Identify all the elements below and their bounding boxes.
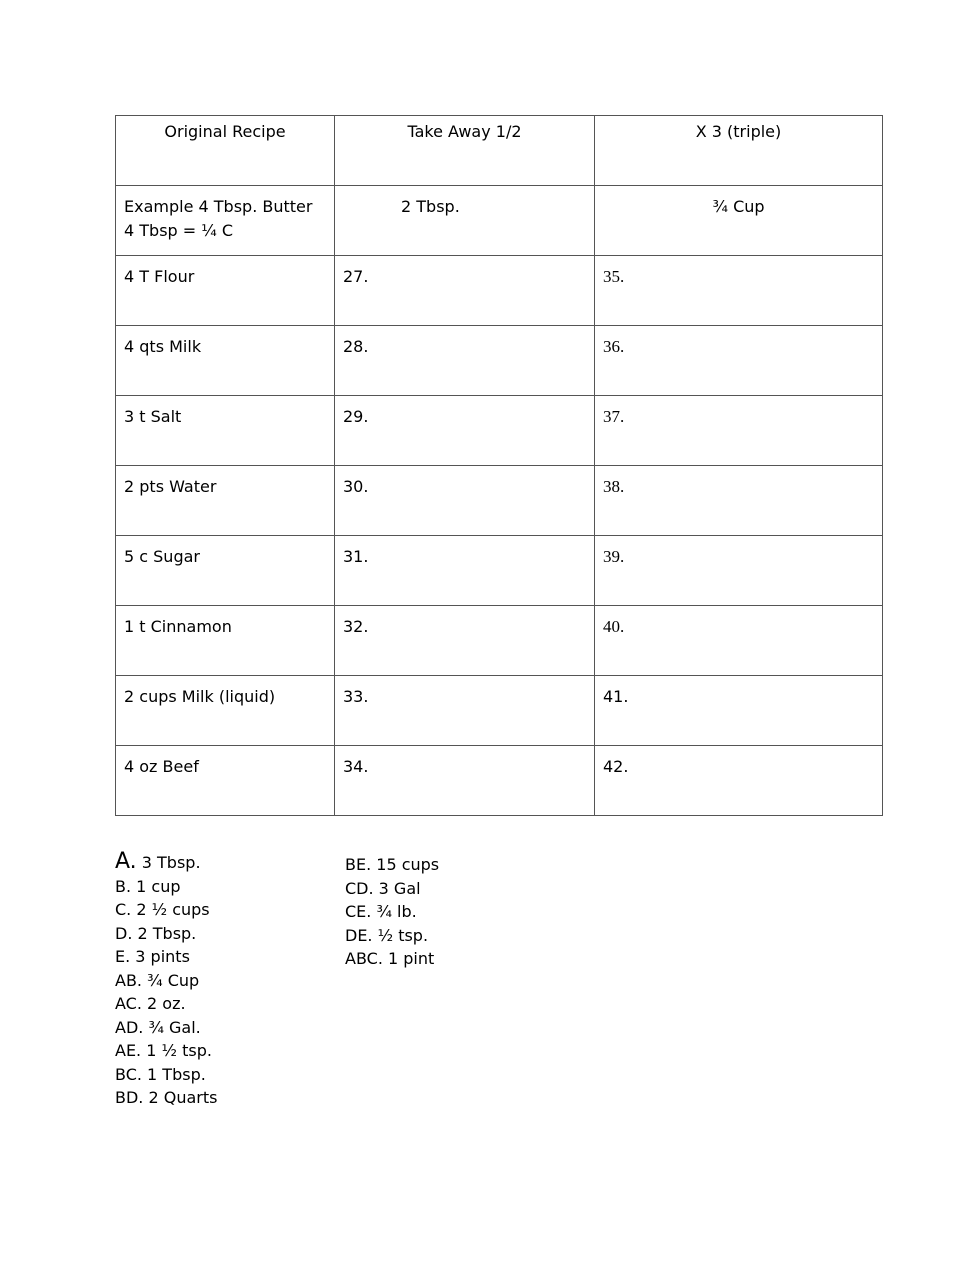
answer-bank-right [345,853,439,971]
example-half: 2 Tbsp. [335,186,595,256]
row-triple-answer: 35. [595,256,883,326]
recipe-conversion-table [115,115,883,816]
row-triple-answer: 41. [595,676,883,746]
example-original-line2: 4 Tbsp = ¼ C [124,221,234,240]
table-row [116,466,883,536]
answer-option: BD. 2 Quarts [115,1088,218,1107]
answer-option: AC. 2 oz. [115,994,186,1013]
table-row [116,326,883,396]
row-original: 4 oz Beef [116,746,335,816]
table-row [116,676,883,746]
answer-option: CD. 3 Gal [345,878,421,898]
row-original: 4 qts Milk [116,326,335,396]
answer-option: AB. ¾ Cup [115,970,200,990]
row-triple-answer: 38. [595,466,883,536]
answer-option: C. 2 ½ cups [115,900,210,919]
row-triple-answer: 39. [595,536,883,606]
example-original-line1: Example 4 Tbsp. Butter [124,197,313,216]
answer-option [115,850,217,875]
answer-option: E. 3 pints [115,947,190,966]
answer-letter-a: A. [115,849,137,874]
row-original: 1 t Cinnamon [116,606,335,676]
answer-option: D. 2 Tbsp. [115,923,197,943]
example-original [116,186,335,256]
row-half-answer: 30. [335,466,595,536]
table-row [116,606,883,676]
header-original-recipe: Original Recipe [116,116,335,186]
header-triple: X 3 (triple) [595,116,883,186]
answer-value-a: 3 Tbsp. [141,853,201,872]
answer-option: DE. ½ tsp. [345,925,429,945]
row-half-answer: 32. [335,606,595,676]
row-half-answer: 29. [335,396,595,466]
row-half-answer: 34. [335,746,595,816]
table-row [116,396,883,466]
table-row [116,536,883,606]
table-row [116,256,883,326]
answer-option: B. 1 cup [115,876,181,896]
row-original: 2 pts Water [116,466,335,536]
table-row [116,746,883,816]
row-triple-answer: 37. [595,396,883,466]
table-header-row [116,116,883,186]
example-row [116,186,883,256]
answer-bank-left [115,850,217,1110]
row-original: 3 t Salt [116,396,335,466]
row-original: 2 cups Milk (liquid) [116,676,335,746]
row-half-answer: 28. [335,326,595,396]
answer-option: CE. ¾ lb. [345,902,417,921]
answer-option: BE. 15 cups [345,855,440,874]
row-original: 4 T Flour [116,256,335,326]
example-triple: ¾ Cup [595,186,883,256]
answer-option: ABC. 1 pint [345,949,435,968]
row-triple-answer: 36. [595,326,883,396]
row-half-answer: 27. [335,256,595,326]
row-triple-answer: 40. [595,606,883,676]
row-original: 5 c Sugar [116,536,335,606]
answer-option: AD. ¾ Gal. [115,1017,201,1037]
header-take-away-half: Take Away 1/2 [335,116,595,186]
row-half-answer: 33. [335,676,595,746]
row-half-answer: 31. [335,536,595,606]
answer-option: BC. 1 Tbsp. [115,1064,206,1084]
row-triple-answer: 42. [595,746,883,816]
answer-option: AE. 1 ½ tsp. [115,1041,212,1060]
